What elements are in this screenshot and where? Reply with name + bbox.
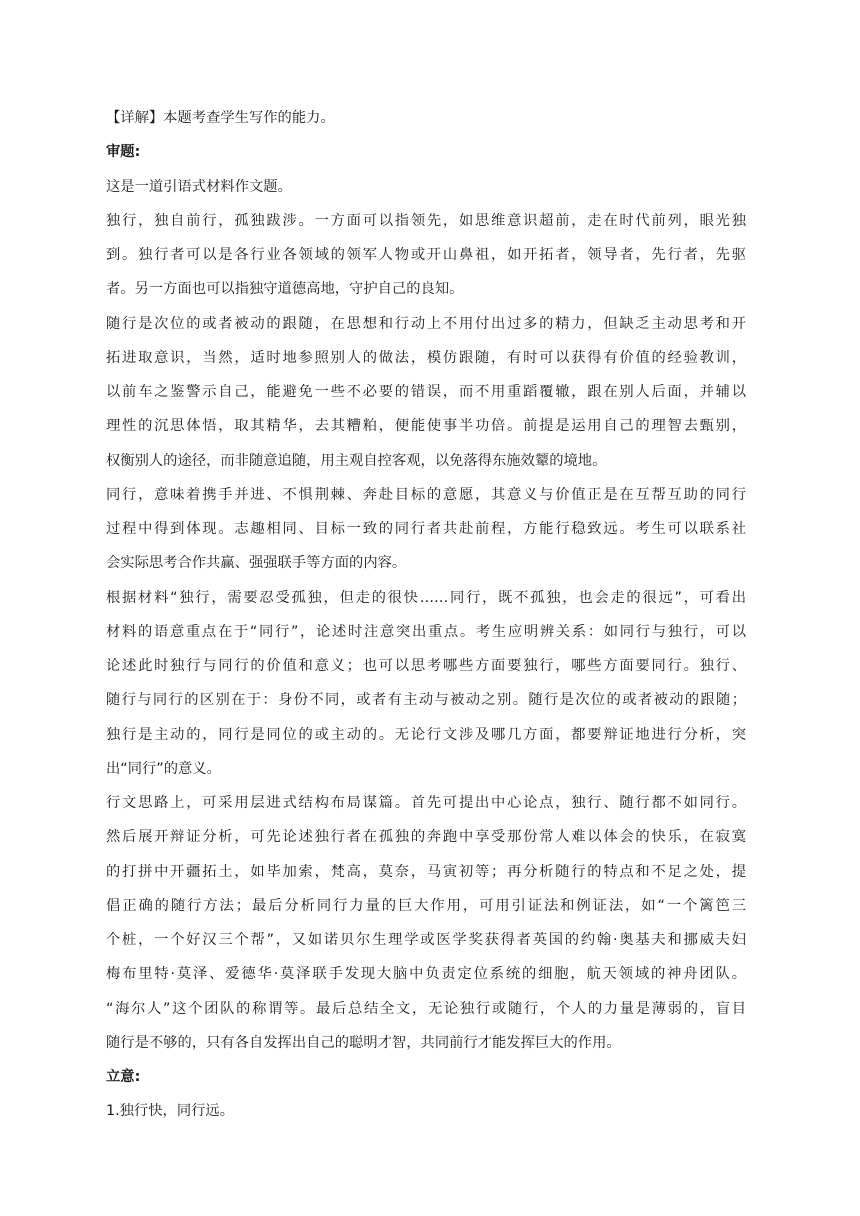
text-line: 独行，独自前行，孤独跋涉。一方面可以指领先，如思维意识超前，走在时代前列，眼光独 — [106, 213, 746, 229]
text-line: 出“同行”的意义。 — [106, 761, 221, 777]
text-line: 以前车之鉴警示自己，能避免一些不必要的错误，而不用重蹈覆辙，跟在别人后面，并辅以 — [106, 384, 746, 400]
text-line: 材料的语意重点在于“同行”，论述时注意突出重点。考生应明辨关系：如同行与独行，可以 — [106, 624, 746, 640]
text-line: “海尔人”这个团队的称谓等。最后总结全文，无论独行或随行，个人的力量是薄弱的，盲目 — [106, 1001, 746, 1017]
section-heading: 立意: — [106, 1069, 141, 1085]
text-line: 根据材料“独行，需要忍受孤独，但走的很快……同行，既不孤独，也会走的很远”，可看出 — [106, 590, 746, 606]
text-line: 这是一道引语式材料作文题。 — [106, 179, 292, 195]
text-line: 同行，意味着携手并进、不惧荆棘、奔赴目标的意愿，其意义与价值正是在互帮互助的同行 — [106, 487, 746, 503]
text-line: 随行与同行的区别在于：身份不同，或者有主动与被动之别。随行是次位的或者被动的跟随； — [106, 692, 746, 708]
text-line: 个桩，一个好汉三个帮”，又如诺贝尔生理学或医学奖获得者英国的约翰·奥基夫和挪威夫妇 — [106, 932, 746, 948]
text-line: 【详解】本题考查学生写作的能力。 — [106, 110, 335, 126]
text-line: 权衡别人的途径，而非随意追随，用主观自控客观，以免落得东施效颦的境地。 — [106, 453, 607, 469]
text-line: 过程中得到体现。志趣相同、目标一致的同行者共赴前程，方能行稳致远。考生可以联系社 — [106, 521, 746, 537]
section-heading: 审题: — [106, 144, 141, 160]
text-line: 然后展开辩证分析，可先论述独行者在孤独的奔跑中享受那份常人难以体会的快乐，在寂寞 — [106, 829, 746, 845]
text-line: 拓进取意识，当然，适时地参照别人的做法，模仿跟随，有时可以获得有价值的经验教训， — [106, 350, 746, 366]
text-line: 的打拼中开疆拓土，如毕加索，梵高，莫奈，马寅初等；再分析随行的特点和不足之处，提 — [106, 864, 746, 880]
text-line: 论述此时独行与同行的价值和意义；也可以思考哪些方面要独行，哪些方面要同行。独行、 — [106, 658, 746, 674]
text-line: 者。另一方面也可以指独守道德高地，守护自己的良知。 — [106, 281, 464, 297]
text-line: 1.独行快，同行远。 — [106, 1103, 235, 1119]
text-line: 行文思路上，可采用层进式结构布局谋篇。首先可提出中心论点，独行、随行都不如同行。 — [106, 795, 746, 811]
text-line: 随行是次位的或者被动的跟随，在思想和行动上不用付出过多的精力，但缺乏主动思考和开 — [106, 316, 746, 332]
text-line: 会实际思考合作共赢、强强联手等方面的内容。 — [106, 555, 407, 571]
text-line: 倡正确的随行方法；最后分析同行力量的巨大作用，可用引证法和例证法，如“一个篱笆三 — [106, 898, 746, 914]
text-line: 理性的沉思体悟，取其精华，去其糟粕，便能使事半功倍。前提是运用自己的理智去甄别， — [106, 418, 746, 434]
text-line: 梅布里特·莫泽、爱德华·莫泽联手发现大脑中负责定位系统的细胞，航天领域的神舟团队。 — [106, 966, 746, 982]
text-line: 随行是不够的，只有各自发挥出自己的聪明才智，共同前行才能发挥巨大的作用。 — [106, 1035, 621, 1051]
text-line: 到。独行者可以是各行业各领域的领军人物或开山鼻祖，如开拓者，领导者，先行者，先驱 — [106, 247, 746, 263]
text-line: 独行是主动的，同行是同位的或主动的。无论行文涉及哪几方面，都要辩证地进行分析，突 — [106, 727, 746, 743]
